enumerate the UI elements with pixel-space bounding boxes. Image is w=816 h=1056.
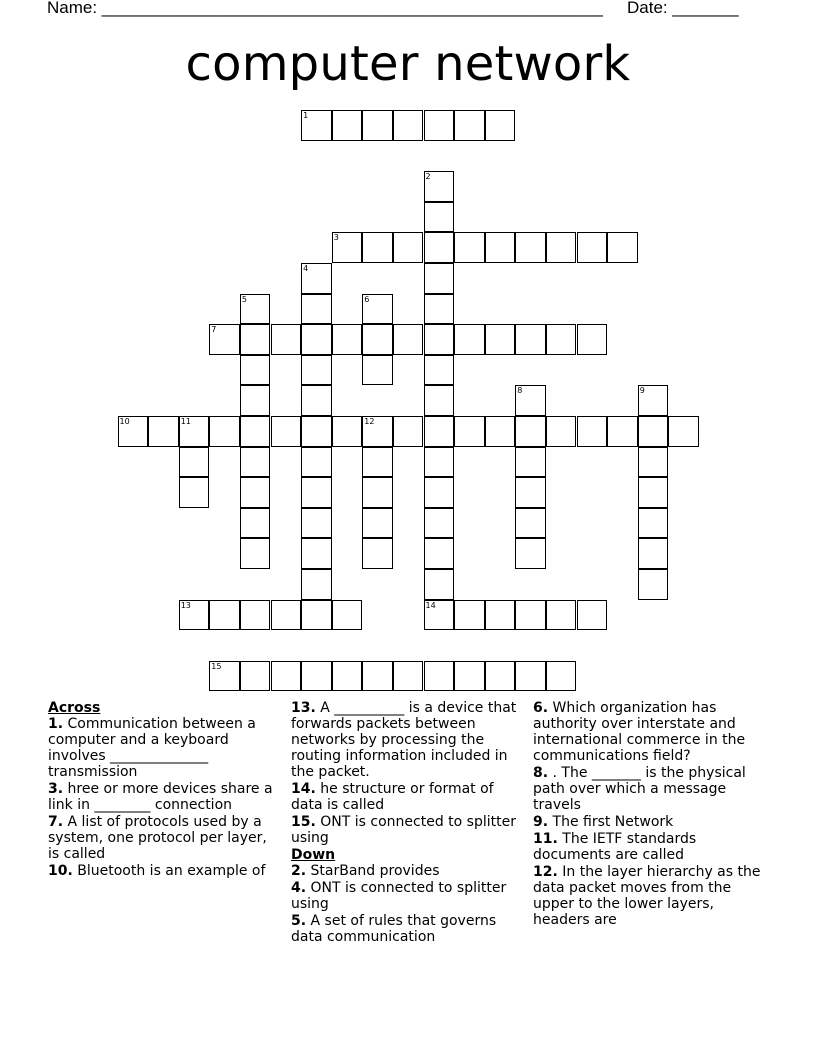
grid-cell[interactable] (577, 232, 608, 263)
grid-cell[interactable] (454, 661, 485, 692)
clue-item (533, 814, 765, 830)
grid-cell[interactable] (638, 508, 669, 539)
grid-cell[interactable] (454, 600, 485, 631)
grid-cell[interactable] (515, 447, 546, 478)
grid-cell[interactable] (485, 416, 516, 447)
grid-cell[interactable] (240, 477, 271, 508)
grid-cell[interactable] (424, 294, 455, 325)
grid-cell[interactable] (485, 661, 516, 692)
grid-cell[interactable] (209, 324, 240, 355)
grid-cell[interactable] (515, 385, 546, 416)
grid-cell[interactable] (362, 447, 393, 478)
across-clue-list (48, 716, 278, 879)
clue-item-text: In the layer hierarchy as the data packet moves from the upper to the lower layers, headers are (533, 864, 761, 928)
grid-cell[interactable] (240, 324, 271, 355)
clue-number: 3 (333, 233, 339, 243)
grid-cell[interactable] (393, 661, 424, 692)
grid-cell[interactable] (515, 538, 546, 569)
clue-item-text: Which organization has authority over interstate and international commerce in the communications field? (533, 700, 746, 764)
grid-cell[interactable] (638, 477, 669, 508)
clue-item-text: Communication between a computer and a keyboard involves ______________ transmission (48, 716, 256, 780)
clue-item-text: StarBand provides (306, 863, 440, 879)
grid-cell[interactable] (515, 661, 546, 692)
grid-cell[interactable] (485, 232, 516, 263)
grid-cell[interactable] (240, 385, 271, 416)
clue-number: 15 (211, 661, 222, 671)
grid-cell[interactable] (638, 569, 669, 600)
clue-item (48, 781, 278, 813)
grid-cell[interactable] (301, 416, 332, 447)
clue-number: 4 (303, 264, 309, 273)
grid-cell[interactable] (393, 110, 424, 141)
clue-item-number: 4. (291, 880, 307, 896)
grid-cell[interactable] (301, 385, 332, 416)
grid-cell[interactable] (546, 416, 577, 447)
clue-item (291, 880, 523, 912)
grid-cell[interactable] (301, 447, 332, 478)
clue-item (48, 814, 278, 862)
grid-cell[interactable] (424, 263, 455, 294)
grid-cell[interactable] (515, 600, 546, 631)
grid-cell[interactable] (485, 110, 516, 141)
grid-cell[interactable] (209, 600, 240, 631)
grid-cell[interactable] (332, 324, 363, 355)
clue-item (291, 913, 523, 945)
grid-cell[interactable] (454, 324, 485, 355)
grid-cell[interactable] (332, 661, 363, 692)
clue-item-number: 15. (291, 814, 316, 830)
grid-cell[interactable] (424, 447, 455, 478)
grid-cell[interactable] (515, 477, 546, 508)
clue-number: 5 (241, 294, 247, 304)
clue-item (48, 863, 278, 879)
grid-cell[interactable] (301, 538, 332, 569)
grid-cell[interactable] (362, 538, 393, 569)
clue-item (291, 781, 523, 813)
clue-item-text: ONT is connected to splitter using (291, 814, 516, 846)
clue-item (291, 700, 523, 780)
grid-cell[interactable] (179, 416, 210, 447)
grid-cell[interactable] (668, 416, 699, 447)
page-title: computer network (185, 36, 631, 92)
grid-cell[interactable] (271, 324, 302, 355)
clue-item-number: 3. (48, 781, 64, 797)
grid-cell[interactable] (362, 110, 393, 141)
down-clue-list-continued (533, 700, 765, 928)
grid-cell[interactable] (515, 508, 546, 539)
grid-cell[interactable] (362, 324, 393, 355)
clue-item (291, 863, 523, 879)
grid-cell[interactable] (485, 324, 516, 355)
grid-cell[interactable] (240, 508, 271, 539)
grid-cell[interactable] (362, 508, 393, 539)
name-field[interactable]: Name: _____________________________________________________ (47, 0, 603, 17)
grid-cell[interactable] (332, 232, 363, 263)
grid-cell[interactable] (362, 355, 393, 386)
clue-item (48, 716, 278, 780)
clue-item (533, 831, 765, 863)
clue-item-number: 11. (533, 831, 558, 847)
grid-cell[interactable] (393, 324, 424, 355)
clue-number: 11 (180, 417, 191, 426)
date-field[interactable]: Date: _______ (627, 0, 739, 17)
clue-number: 1 (303, 111, 309, 120)
grid-cell[interactable] (393, 232, 424, 263)
grid-cell[interactable] (240, 538, 271, 569)
clue-item-text: A list of protocols used by a system, one protocol per layer, is called (48, 814, 267, 862)
grid-cell[interactable] (301, 110, 332, 141)
clue-number: 13 (180, 600, 191, 610)
grid-cell[interactable] (362, 232, 393, 263)
clue-number: 9 (639, 386, 645, 396)
grid-cell[interactable] (424, 110, 455, 141)
grid-cell[interactable] (271, 661, 302, 692)
clue-item-text: A __________ is a device that forwards packets between networks by processing the routing information included in the packet. (291, 700, 517, 780)
grid-cell[interactable] (301, 355, 332, 386)
grid-cell[interactable] (271, 416, 302, 447)
grid-cell[interactable] (179, 447, 210, 478)
clue-column-3 (533, 700, 765, 929)
clue-item-number: 8. (533, 765, 549, 781)
grid-cell[interactable] (424, 232, 455, 263)
grid-cell[interactable] (301, 569, 332, 600)
grid-cell[interactable] (424, 661, 455, 692)
grid-cell[interactable] (424, 477, 455, 508)
grid-cell[interactable] (179, 600, 210, 631)
grid-cell[interactable] (424, 538, 455, 569)
grid-cell[interactable] (332, 416, 363, 447)
clue-item-number: 9. (533, 814, 549, 830)
grid-cell[interactable] (638, 447, 669, 478)
clue-item-number: 10. (48, 863, 73, 879)
grid-cell[interactable] (607, 232, 638, 263)
grid-cell[interactable] (638, 416, 669, 447)
grid-cell[interactable] (424, 569, 455, 600)
clue-item-text: ONT is connected to splitter using (291, 880, 507, 912)
grid-cell[interactable] (424, 508, 455, 539)
clue-item-number: 13. (291, 700, 316, 716)
clue-item (533, 765, 765, 813)
clue-number: 8 (517, 386, 523, 396)
grid-cell[interactable] (301, 508, 332, 539)
grid-cell[interactable] (424, 385, 455, 416)
grid-cell[interactable] (209, 661, 240, 692)
grid-cell[interactable] (301, 661, 332, 692)
grid-cell[interactable] (362, 661, 393, 692)
grid-cell[interactable] (454, 110, 485, 141)
grid-cell[interactable] (424, 355, 455, 386)
clue-number: 7 (211, 325, 217, 335)
grid-cell[interactable] (240, 661, 271, 692)
clue-item-number: 1. (48, 716, 64, 732)
grid-cell[interactable] (332, 600, 363, 631)
grid-cell[interactable] (424, 416, 455, 447)
clue-number: 12 (364, 417, 375, 426)
clue-item-number: 6. (533, 700, 549, 716)
grid-cell[interactable] (240, 600, 271, 631)
grid-cell[interactable] (607, 416, 638, 447)
grid-cell[interactable] (515, 232, 546, 263)
grid-cell[interactable] (577, 600, 608, 631)
clue-item-text: The IETF standards documents are called (533, 831, 697, 863)
grid-cell[interactable] (454, 416, 485, 447)
clue-column-2 (291, 700, 523, 946)
grid-cell[interactable] (546, 600, 577, 631)
grid-cell[interactable] (240, 447, 271, 478)
grid-cell[interactable] (424, 171, 455, 202)
clue-item-text: he structure or format of data is called (291, 781, 494, 813)
grid-cell[interactable] (424, 202, 455, 233)
clue-item-text: A set of rules that governs data communication (291, 913, 497, 945)
grid-cell[interactable] (240, 355, 271, 386)
down-heading: Down (291, 847, 336, 863)
grid-cell[interactable] (148, 416, 179, 447)
grid-cell[interactable] (424, 324, 455, 355)
clue-item (533, 700, 765, 764)
grid-cell[interactable] (332, 110, 363, 141)
grid-cell[interactable] (271, 600, 302, 631)
grid-cell[interactable] (362, 416, 393, 447)
grid-cell[interactable] (301, 600, 332, 631)
grid-cell[interactable] (638, 538, 669, 569)
clue-item-text: Bluetooth is an example of (72, 863, 266, 879)
clue-item (291, 814, 523, 846)
grid-cell[interactable] (546, 324, 577, 355)
clue-item (533, 864, 765, 928)
grid-cell[interactable] (546, 661, 577, 692)
grid-cell[interactable] (301, 263, 332, 294)
grid-cell[interactable] (424, 600, 455, 631)
grid-cell[interactable] (546, 232, 577, 263)
grid-cell[interactable] (179, 477, 210, 508)
clue-number: 2 (425, 172, 431, 182)
grid-cell[interactable] (393, 416, 424, 447)
grid-cell[interactable] (301, 477, 332, 508)
across-clue-list-continued (291, 700, 523, 846)
clue-item-number: 2. (291, 863, 307, 879)
clue-item-number: 14. (291, 781, 316, 797)
clue-number: 6 (364, 294, 370, 304)
grid-cell[interactable] (209, 416, 240, 447)
grid-cell[interactable] (301, 324, 332, 355)
clue-item-text: hree or more devices share a link in ________ connection (48, 781, 273, 813)
grid-cell[interactable] (118, 416, 149, 447)
grid-cell[interactable] (515, 324, 546, 355)
grid-cell[interactable] (240, 416, 271, 447)
grid-cell[interactable] (638, 385, 669, 416)
across-heading: Across (48, 700, 101, 716)
clue-item-number: 7. (48, 814, 64, 830)
clue-column-1 (48, 700, 278, 880)
clue-number: 14 (425, 600, 436, 610)
clue-number: 10 (119, 417, 130, 426)
clue-item-text: The first Network (548, 814, 674, 830)
grid-cell[interactable] (485, 600, 516, 631)
grid-cell[interactable] (301, 294, 332, 325)
grid-cell[interactable] (515, 416, 546, 447)
clue-item-number: 5. (291, 913, 307, 929)
grid-cell[interactable] (577, 416, 608, 447)
grid-cell[interactable] (577, 324, 608, 355)
grid-cell[interactable] (362, 294, 393, 325)
grid-cell[interactable] (240, 294, 271, 325)
down-clue-list (291, 863, 523, 945)
grid-cell[interactable] (362, 477, 393, 508)
clue-item-number: 12. (533, 864, 558, 880)
grid-cell[interactable] (454, 232, 485, 263)
clue-item-text: . The _______ is the physical path over which a message travels (533, 765, 746, 813)
